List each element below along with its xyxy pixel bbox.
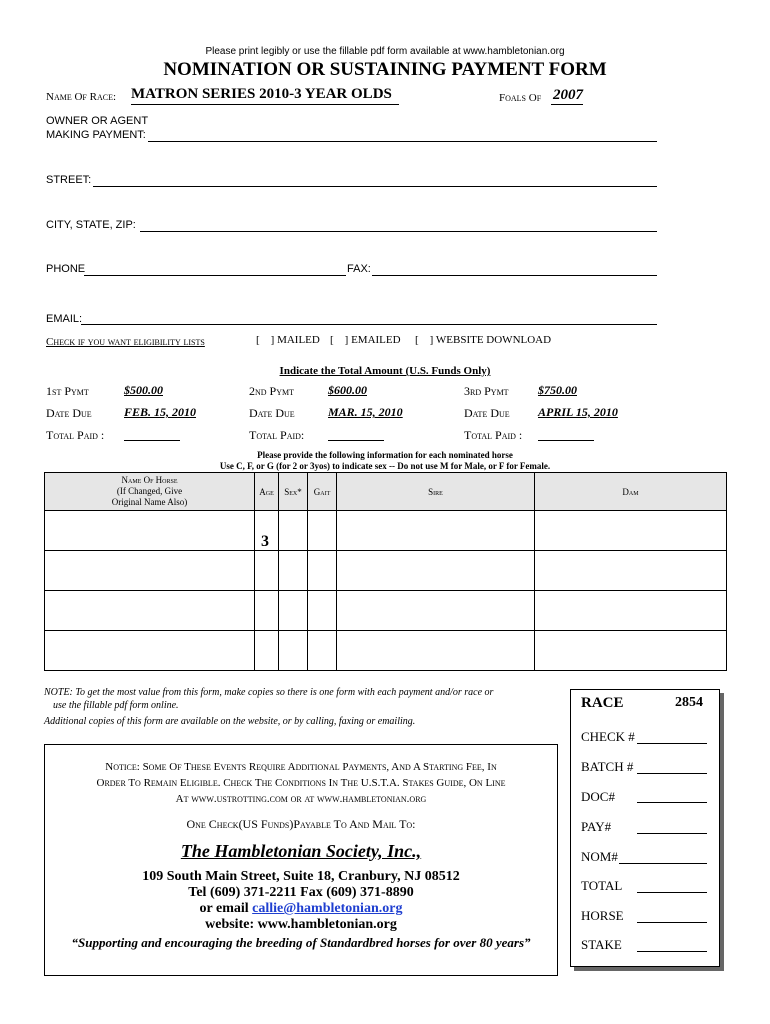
bracket-open: [ ] — [415, 334, 434, 346]
pay-line[interactable] — [637, 833, 707, 834]
phone-input-line[interactable] — [84, 275, 346, 276]
pymt-2-due-label: Date Due — [249, 406, 295, 420]
office-row-horse: HORSE — [581, 908, 624, 923]
dam-cell[interactable] — [535, 631, 727, 671]
age-cell[interactable] — [255, 591, 279, 631]
emailed-label: EMAILED — [351, 334, 401, 346]
pymt-3-paid-line[interactable] — [538, 440, 594, 441]
mailing-notice-box — [44, 744, 558, 976]
fax-input-line[interactable] — [372, 275, 657, 276]
age-value: 3 — [261, 533, 269, 550]
foals-underline — [551, 104, 583, 105]
pymt-1-label: 1st Pymt — [46, 384, 89, 398]
office-row-check: CHECK # — [581, 729, 635, 744]
foals-label: Foals Of — [499, 92, 542, 104]
note-line-2: use the fillable pdf form online. — [53, 700, 179, 711]
notice-line-2: Order To Remain Eligible. Check The Conditions In The U.S.T.A. Stakes Guide, On Line — [96, 777, 506, 789]
horse-line[interactable] — [637, 922, 707, 923]
col-age: Age — [255, 473, 279, 511]
horse-name-cell[interactable] — [45, 591, 255, 631]
pymt-2-amount: $600.00 — [328, 383, 367, 397]
race-name-underline — [131, 104, 399, 105]
col-dam: Dam — [535, 473, 727, 511]
pymt-1-due-date: FEB. 15, 2010 — [124, 405, 197, 419]
gait-cell[interactable] — [308, 511, 337, 551]
pymt-3-label: 3rd Pymt — [464, 384, 509, 398]
office-row-stake: STAKE — [581, 937, 622, 952]
mailed-label: MAILED — [277, 334, 320, 346]
col-sex: Sex* — [279, 473, 308, 511]
note-line-3: Additional copies of this form are available on the website, or by calling, faxing or emailing. — [44, 716, 416, 727]
doc-line[interactable] — [637, 802, 707, 803]
foals-value: 2007 — [553, 87, 583, 103]
owner-label — [46, 114, 148, 142]
pymt-2-label: 2nd Pymt — [249, 384, 295, 398]
horse-table-header — [45, 473, 727, 511]
pymt-2-due-date: MAR. 15, 2010 — [328, 405, 403, 419]
owner-label-line-1: OWNER OR AGENT — [46, 115, 149, 127]
col-name-line-3: Original Name Also) — [111, 497, 188, 507]
eligibility-option-website[interactable] — [415, 334, 551, 346]
print-instruction: Please print legibly or use the fillable pdf form available at www.hambletonian.org — [205, 46, 565, 57]
notice-text — [45, 759, 557, 807]
horse-name-cell[interactable] — [45, 631, 255, 671]
eligibility-option-emailed[interactable] — [330, 334, 401, 346]
sex-cell[interactable] — [279, 631, 308, 671]
table-row — [45, 511, 727, 551]
horse-name-cell[interactable] — [45, 551, 255, 591]
website: website: www.hambletonian.org — [205, 917, 397, 932]
table-row — [45, 551, 727, 591]
sire-cell[interactable] — [337, 551, 535, 591]
horse-instruction-2: Use C, F, or G (for 2 or 3yos) to indicate sex -- Do not use M for Male, or F for Female. — [219, 461, 551, 471]
note-block — [44, 686, 564, 728]
pymt-3-amount: $750.00 — [538, 383, 577, 397]
pymt-3-paid-label: Total Paid : — [464, 428, 523, 442]
owner-input-line[interactable] — [148, 141, 657, 142]
sire-cell[interactable] — [337, 591, 535, 631]
nom-line[interactable] — [619, 863, 707, 864]
org-name: The Hambletonian Society, Inc., — [180, 841, 422, 861]
horse-table — [44, 472, 727, 671]
race-label: RACE — [581, 695, 624, 711]
office-row-doc: DOC# — [581, 789, 615, 804]
gait-cell[interactable] — [308, 591, 337, 631]
website-download-label: WEBSITE DOWNLOAD — [435, 334, 552, 346]
street-input-line[interactable] — [93, 186, 657, 187]
col-sire: Sire — [337, 473, 535, 511]
pymt-2-paid-label: Total Paid: — [249, 428, 305, 442]
stake-line[interactable] — [637, 951, 707, 952]
contact-block — [45, 869, 557, 933]
pymt-3-due-date: APRIL 15, 2010 — [538, 405, 618, 419]
horse-instruction-1: Please provide the following information for each nominated horse — [257, 450, 513, 460]
col-gait: Gait — [308, 473, 337, 511]
notice-line-3: At www.ustrotting.com or at www.hambletonian.org — [175, 793, 427, 805]
pymt-1-paid-label: Total Paid : — [46, 428, 105, 442]
owner-label-line-2: MAKING PAYMENT: — [46, 129, 146, 141]
total-line[interactable] — [637, 892, 707, 893]
city-state-zip-label: CITY, STATE, ZIP: — [46, 219, 136, 231]
email-input-line[interactable] — [81, 324, 657, 325]
pymt-3-due-label: Date Due — [464, 406, 510, 420]
tel-fax: Tel (609) 371-2211 Fax (609) 371-8890 — [188, 885, 414, 900]
email-line — [45, 901, 557, 917]
bracket-open: [ ] — [256, 334, 275, 346]
check-payable-line: One Check(US Funds)Payable To And Mail To: — [186, 817, 416, 831]
check-line[interactable] — [637, 743, 707, 744]
age-cell[interactable] — [255, 511, 279, 551]
street-label: STREET: — [46, 174, 92, 186]
sex-cell[interactable] — [279, 551, 308, 591]
batch-line[interactable] — [637, 773, 707, 774]
email-label: EMAIL: — [46, 313, 83, 325]
age-cell[interactable] — [255, 551, 279, 591]
pymt-2-paid-line[interactable] — [328, 440, 384, 441]
payments-heading: Indicate the Total Amount (U.S. Funds Only) — [279, 365, 491, 377]
col-name-of-horse — [45, 473, 255, 511]
office-use-box — [570, 689, 720, 967]
gait-cell[interactable] — [308, 551, 337, 591]
race-number: 2854 — [675, 695, 703, 710]
pymt-1-due-label: Date Due — [46, 406, 92, 420]
race-name-value: MATRON SERIES 2010-3 YEAR OLDS — [131, 86, 392, 102]
dam-cell[interactable] — [535, 551, 727, 591]
race-name-label: Name Of Race: — [46, 91, 117, 103]
office-row-nom: NOM# — [581, 849, 618, 864]
office-row-total: TOTAL — [581, 878, 623, 893]
slogan: “Supporting and encouraging the breeding of Standardbred horses for over 80 years” — [71, 935, 531, 950]
gait-cell[interactable] — [308, 631, 337, 671]
notice-line-1: Notice: Some Of These Events Require Additional Payments, And A Starting Fee, In — [105, 761, 497, 773]
table-row — [45, 591, 727, 631]
sire-cell[interactable] — [337, 511, 535, 551]
pymt-1-amount: $500.00 — [124, 383, 163, 397]
table-row — [45, 631, 727, 671]
age-cell[interactable] — [255, 631, 279, 671]
form-title: NOMINATION OR SUSTAINING PAYMENT FORM — [163, 59, 607, 80]
horse-name-cell[interactable] — [45, 511, 255, 551]
sire-cell[interactable] — [337, 631, 535, 671]
eligibility-option-mailed[interactable] — [256, 334, 320, 346]
col-name-line-2: (If Changed, Give — [116, 486, 183, 496]
email-link[interactable]: callie@hambletonian.org — [252, 901, 403, 916]
address: 109 South Main Street, Suite 18, Cranbury, NJ 08512 — [142, 869, 460, 884]
dam-cell[interactable] — [535, 511, 727, 551]
eligibility-label: Check if you want eligibility lists — [46, 336, 205, 348]
email-prefix: or email — [199, 901, 253, 916]
sex-cell[interactable] — [279, 591, 308, 631]
bracket-open: [ ] — [330, 334, 349, 346]
office-row-batch: BATCH # — [581, 759, 634, 774]
city-state-zip-input-line[interactable] — [140, 231, 657, 232]
office-row-pay: PAY# — [581, 819, 612, 834]
note-line-1: NOTE: To get the most value from this form, make copies so there is one form with each payment and/or race or — [44, 687, 494, 698]
sex-cell[interactable] — [279, 511, 308, 551]
phone-label: PHONE — [46, 263, 86, 275]
dam-cell[interactable] — [535, 591, 727, 631]
pymt-1-paid-line[interactable] — [124, 440, 180, 441]
fax-label: FAX: — [347, 263, 371, 275]
col-name-line-1: Name Of Horse — [121, 475, 178, 485]
